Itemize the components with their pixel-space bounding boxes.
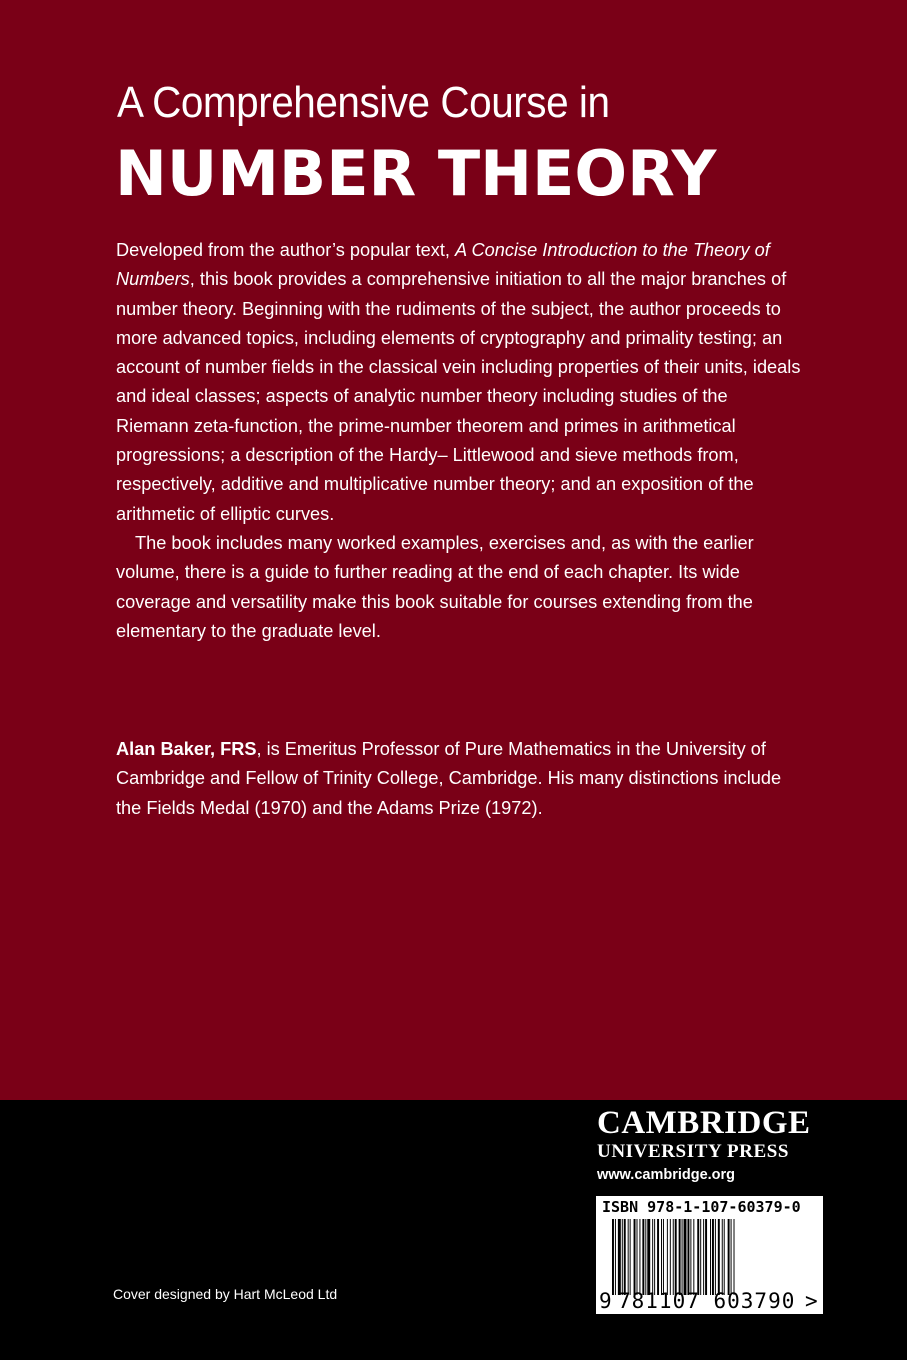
title-line-1: A Comprehensive Course in (117, 78, 610, 127)
barcode-bar (645, 1219, 646, 1295)
barcode-bar (679, 1219, 681, 1295)
blurb-p1-start: Developed from the author’s popular text, (116, 240, 456, 260)
barcode-bar (639, 1219, 640, 1295)
barcode-bar (642, 1219, 644, 1295)
title-line-2: NUMBER THEORY (115, 137, 717, 210)
ean-quiet-zone-arrow: > (805, 1289, 818, 1313)
isbn-barcode (596, 1196, 823, 1314)
barcode-bar (622, 1219, 623, 1295)
barcode-bar (728, 1219, 730, 1295)
publisher-url: www.cambridge.org (597, 1167, 736, 1183)
author-bio-text: , is Emeritus Professor of Pure Mathematics in the University of Cambridge and Fellow of Trinity College, Cambridge. His many distinctions include the Fields Medal (1970) and the Adams Prize (1972). (116, 739, 782, 818)
barcode-bar (705, 1219, 707, 1295)
barcode-bar (630, 1219, 631, 1295)
barcode-bar (684, 1219, 687, 1295)
blurb-p1-rest: , this book provides a comprehensive initiation to all the major branches of number theory. Beginning with the rudiments of the subject, the author proceeds to more advanced topics, including elements of cryptography and primality testing; an account of number fields in the classical vein including properties of their units, ideals and ideal classes; aspects of analytic number theory including studies of the Riemann zeta-function, the prime-number theorem and primes in arithmetical progressions; a description of the Hardy– Littlewood and sieve methods from, respectively, additive and multiplicative number theory; and an exposition of the arithmetic of elliptic curves. (116, 269, 801, 524)
publisher-subname: UNIVERSITY PRESS (597, 1141, 790, 1162)
author-bio (116, 735, 801, 823)
barcode-bar (637, 1219, 638, 1295)
barcode-bar (734, 1219, 735, 1295)
barcode-bars (612, 1219, 808, 1295)
barcode-bar (654, 1219, 655, 1295)
barcode-bar (724, 1219, 725, 1295)
barcode-bar (703, 1219, 704, 1295)
barcode-bar (710, 1219, 711, 1295)
publisher-logo (597, 1105, 827, 1186)
ean-first-digit: 9 (599, 1289, 612, 1313)
author-name: Alan Baker, FRS (116, 739, 257, 759)
barcode-bar (615, 1219, 616, 1295)
barcode-bar (628, 1219, 629, 1295)
barcode-bar (634, 1219, 636, 1295)
barcode-bar (722, 1219, 723, 1295)
blurb (116, 236, 801, 646)
barcode-bar (700, 1219, 701, 1295)
barcode-bar (657, 1219, 659, 1295)
barcode-bar (712, 1219, 714, 1295)
barcode-bar (663, 1219, 664, 1295)
ean-digits: 781107 603790 (618, 1289, 796, 1313)
barcode-bar (731, 1219, 732, 1295)
barcode-bar (687, 1219, 689, 1295)
blurb-paragraph-1 (116, 236, 801, 529)
barcode-bar (693, 1219, 694, 1295)
barcode-bar (647, 1219, 650, 1295)
barcode-bar (624, 1219, 626, 1295)
barcode-bar (612, 1219, 614, 1295)
publisher-name: CAMBRIDGE (597, 1105, 811, 1141)
barcode-bar (675, 1219, 677, 1295)
previous-book-title: A Concise Introduction to the Theory of Numbers (116, 240, 770, 290)
barcode-bar (718, 1219, 720, 1295)
barcode-bar (673, 1219, 674, 1295)
barcode-bar (652, 1219, 653, 1295)
barcode-bar (661, 1219, 662, 1295)
barcode-bar (697, 1219, 699, 1295)
barcode-bar (618, 1219, 621, 1295)
barcode-bar (682, 1219, 683, 1295)
blurb-paragraph-2: The book includes many worked examples, exercises and, as with the earlier volume, there is a guide to further reading at the end of each chapter. Its wide coverage and versatility make this book suitable for courses extending from the elementary to the graduate level. (116, 532, 754, 641)
barcode-bar (667, 1219, 668, 1295)
isbn-label: ISBN 978-1-107-60379-0 (602, 1198, 801, 1216)
barcode-bar (690, 1219, 691, 1295)
barcode-bar (670, 1219, 671, 1295)
barcode-bar (715, 1219, 716, 1295)
cover-credit: Cover designed by Hart McLeod Ltd (113, 1286, 338, 1302)
